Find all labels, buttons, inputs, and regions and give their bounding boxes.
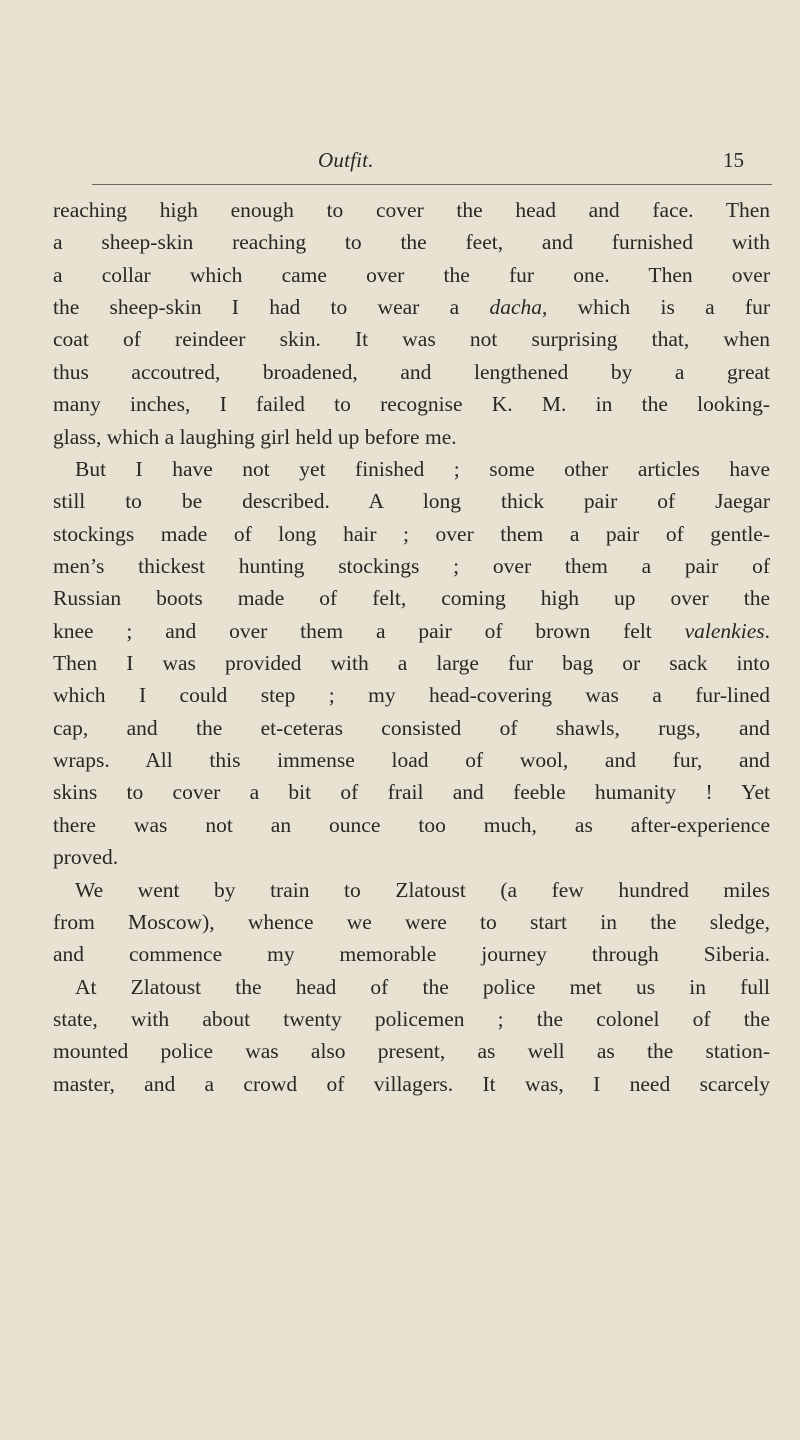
text-line: Then I was provided with a large fur bag or sack into	[53, 651, 770, 676]
text-line: But I have not yet finished ; some other articles have	[75, 456, 770, 481]
text-run: .	[764, 618, 770, 643]
text-line: a sheep-skin reaching to the feet, and furnished with	[53, 230, 770, 255]
text-line: glass, which a laughing girl held up before me.	[53, 424, 457, 449]
text-line: cap, and the et-ceteras consisted of shawls, rugs, and	[53, 715, 770, 740]
page-number: 15	[723, 148, 744, 172]
text-line: from Moscow), whence we were to start in the sledge,	[53, 909, 770, 934]
text-line: there was not an ounce too much, as after-experience	[53, 812, 770, 837]
text-line: We went by train to Zlatoust (a few hundred miles	[75, 877, 770, 902]
body-text	[53, 194, 770, 1100]
text-line: stockings made of long hair ; over them a pair of gentle-	[53, 521, 770, 546]
text-line: At Zlatoust the head of the police met us in full	[75, 974, 770, 999]
text-line: still to be described. A long thick pair of Jaegar	[53, 489, 770, 514]
italic-term: dacha	[489, 295, 542, 320]
header-rule	[92, 184, 772, 185]
text-line	[53, 291, 770, 323]
text-line: thus accoutred, broadened, and lengthened by a great	[53, 359, 770, 384]
text-line: coat of reindeer skin. It was not surprising that, when	[53, 327, 770, 352]
text-line: men’s thickest hunting stockings ; over them a pair of	[53, 553, 770, 578]
text-line: skins to cover a bit of frail and feeble humanity ! Yet	[53, 780, 770, 805]
text-line: reaching high enough to cover the head and face. Then	[53, 198, 770, 222]
text-line: state, with about twenty policemen ; the colonel of the	[53, 1006, 770, 1031]
text-line: proved.	[53, 845, 119, 870]
text-line: many inches, I failed to recognise K. M. in the looking-	[53, 392, 770, 417]
text-run: knee ; and over them a pair of brown felt	[53, 618, 685, 643]
text-line: which I could step ; my head-covering was a fur-lined	[53, 683, 770, 708]
text-run: , which is a fur	[541, 295, 770, 320]
text-line: Russian boots made of felt, coming high up over the	[53, 586, 770, 611]
text-line: wraps. All this immense load of wool, and fur, and	[53, 748, 770, 773]
text-line: and commence my memorable journey through Siberia.	[53, 942, 770, 967]
text-line: mounted police was also present, as well as the station-	[53, 1039, 770, 1064]
italic-term: valenkies	[684, 618, 765, 643]
running-title: Outfit.	[318, 148, 374, 172]
text-run: the sheep-skin I had to wear a	[53, 295, 490, 320]
text-line	[53, 615, 770, 647]
text-line: a collar which came over the fur one. Then over	[53, 262, 770, 287]
text-line: master, and a crowd of villagers. It was, I need scarcely	[53, 1071, 770, 1096]
